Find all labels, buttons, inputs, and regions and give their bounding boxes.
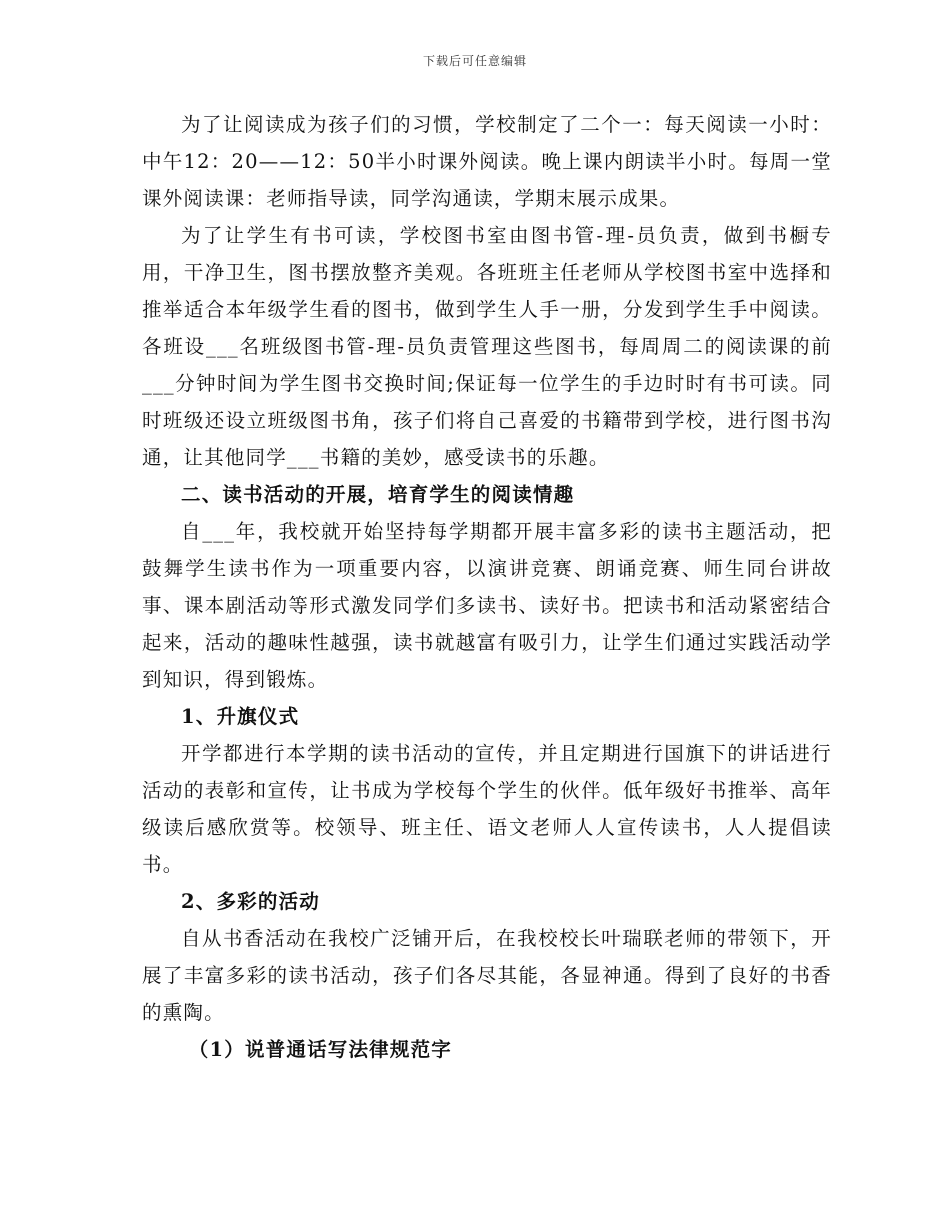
subheading-mandarin: （1）说普通话写法律规范字: [188, 1038, 452, 1061]
paragraph-flag-ceremony: 开学都进行本学期的读书活动的宣传，并且定期进行国旗下的讲话进行活动的表彰和宣传，让书成为学校每个学生的伙伴。低年级好书推举、高年级读后感欣赏等。校领导、班主任、语文老师人人宣传读书，人人提倡读书。: [142, 742, 832, 876]
page-header: 下载后可任意编辑: [422, 54, 527, 68]
paragraph-library: 为了让学生有书可读，学校图书室由图书管-理-员负责，做到书橱专用，干净卫生，图书摆放整齐美观。各班班主任老师从学校图书室中选择和推举适合本年级学生看的图书，做到学生人手一册，分发到学生手中阅读。各班设___名班级图书管-理-员负责管理这些图书，每周周二的阅读课的前___分钟时间为学生图书交换时间;保证每一位学生的手边时时有书可读。同时班级还设立班级图书角，孩子们将自己喜爱的书籍带到学校，进行图书沟通，让其他同学___书籍的美妙，感受读书的乐趣。: [142, 224, 832, 469]
subheading-flag-ceremony: 1、升旗仪式: [181, 705, 300, 728]
document-body: [142, 106, 832, 1068]
paragraph-colorful-activities: 自从书香活动在我校广泛铺开后，在我校校长叶瑞联老师的带领下，开展了丰富多彩的读书活动，孩子们各尽其能，各显神通。得到了良好的书香的熏陶。: [142, 927, 832, 1024]
paragraph-reading-habit: 为了让阅读成为孩子们的习惯，学校制定了二个一：每天阅读一小时：中午12：20——12：50半小时课外阅读。晚上课内朗读半小时。每周一堂课外阅读课：老师指导读，同学沟通读，学期末展示成果。: [142, 113, 832, 210]
section-heading-activities: 二、读书活动的开展，培育学生的阅读情趣: [181, 483, 575, 506]
paragraph-activities: 自___年，我校就开始坚持每学期都开展丰富多彩的读书主题活动，把鼓舞学生读书作为一项重要内容，以演讲竞赛、朗诵竞赛、师生同台讲故事、课本剧活动等形式激发同学们多读书、读好书。把读书和活动紧密结合起来，活动的趣味性越强，读书就越富有吸引力，让学生们通过实践活动学到知识，得到锻炼。: [142, 520, 832, 691]
subheading-colorful-activities: 2、多彩的活动: [181, 890, 320, 913]
